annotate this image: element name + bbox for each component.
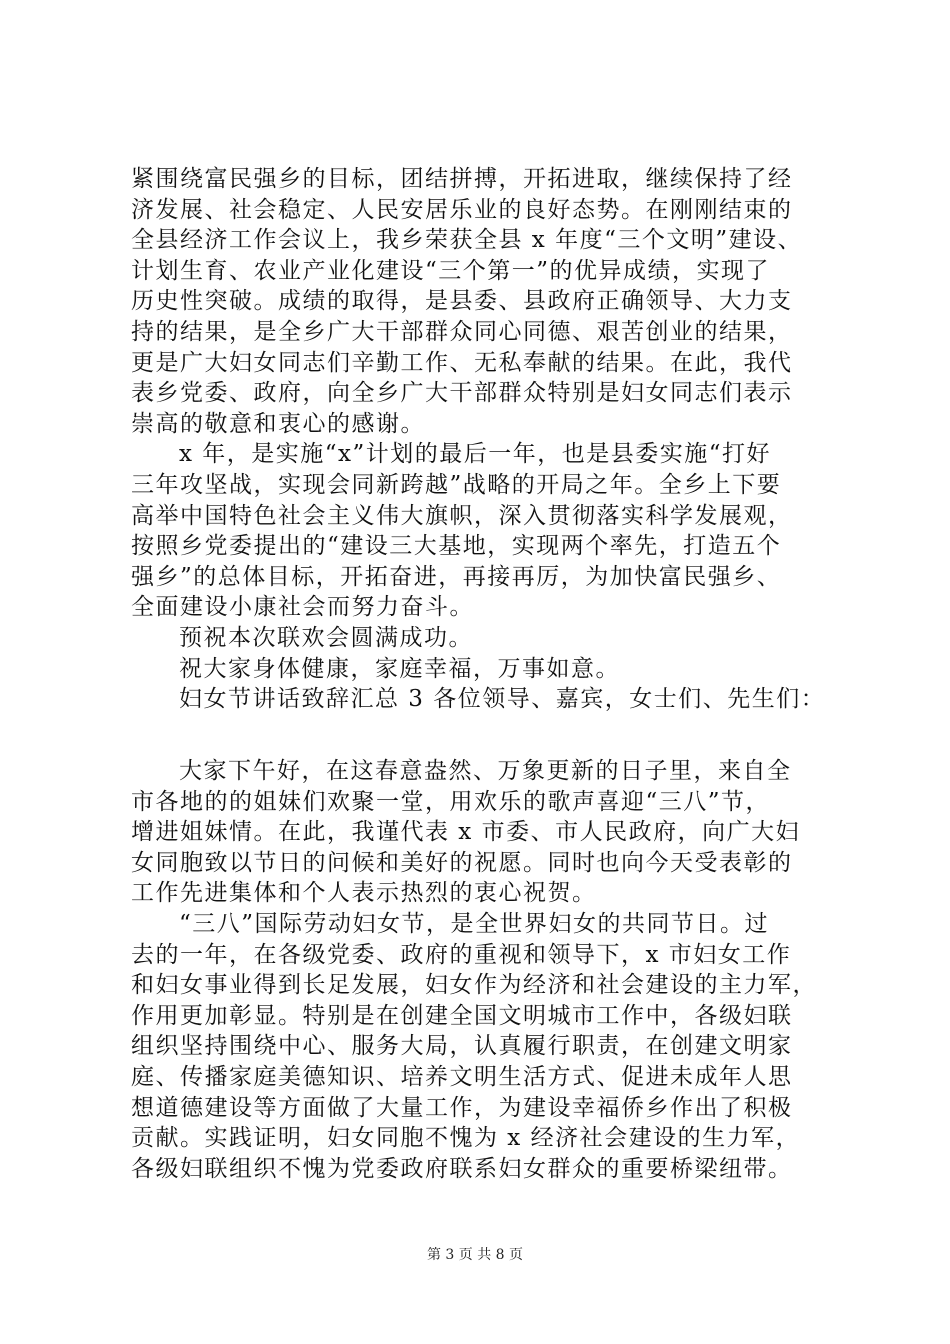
paragraph-line: 计划生育、农业产业化建设“三个第一”的优异成绩，实现了 <box>131 257 771 284</box>
paragraph-line: “三八”国际劳动妇女节，是全世界妇女的共同节日。过 <box>179 910 770 937</box>
section-heading: 妇女节讲话致辞汇总 3 各位领导、嘉宾，女士们、先生们： <box>179 686 826 713</box>
paragraph-line: 强乡”的总体目标，开拓奋进，再接再厉，为加快富民强乡、 <box>131 563 782 590</box>
paragraph-3 <box>131 756 831 909</box>
wish-line-1: 预祝本次联欢会圆满成功。 <box>179 624 473 651</box>
paragraph-line: 表乡党委、政府，向全乡广大干部群众特别是妇女同志们表示 <box>131 380 793 407</box>
paragraph-line: 组织坚持围绕中心、服务大局，认真履行职责，在创建文明家 <box>131 1033 793 1060</box>
paragraph-1 <box>131 164 831 439</box>
paragraph-line: 紧围绕富民强乡的目标，团结拼搏，开拓进取，继续保持了经 <box>131 166 793 192</box>
paragraph-line: 全县经济工作会议上，我乡荣获全县 x 年度“三个文明”建设、 <box>131 227 803 254</box>
paragraph-line: 市各地的的姐妹们欢聚一堂，用欢乐的歌声喜迎“三八”节， <box>131 788 771 815</box>
body-text-bottom <box>131 756 831 1184</box>
paragraph-line: 和妇女事业得到长足发展，妇女作为经济和社会建设的主力军， <box>131 972 817 999</box>
paragraph-2 <box>131 439 831 623</box>
paragraph-line: 女同胞致以节日的问候和美好的祝愿。同时也向今天受表彰的 <box>131 849 793 876</box>
paragraph-line: 济发展、社会稳定、人民安居乐业的良好态势。在刚刚结束的 <box>131 196 793 223</box>
paragraph-line: 更是广大妇女同志们辛勤工作、无私奉献的结果。在此，我代 <box>131 349 793 376</box>
paragraph-line: 大家下午好，在这春意盎然、万象更新的日子里，来自全 <box>179 758 792 784</box>
paragraph-line: 全面建设小康社会而努力奋斗。 <box>131 594 474 621</box>
paragraph-line: 增进姐妹情。在此，我谨代表 x 市委、市人民政府，向广大妇 <box>131 819 801 846</box>
wish-line-2: 祝大家身体健康，家庭幸福，万事如意。 <box>179 655 620 682</box>
paragraph-line: 持的结果，是全乡广大干部群众同心同德、艰苦创业的结果， <box>131 318 793 345</box>
paragraph-line: 三年攻坚战，实现会同新跨越”战略的开局之年。全乡上下要 <box>131 471 782 498</box>
page-number-footer: 第 3 页 共 8 页 <box>426 1247 524 1263</box>
paragraph-line: 去的一年，在各级党委、政府的重视和领导下，x 市妇女工作 <box>131 941 792 968</box>
paragraph-line: 作用更加彰显。特别是在创建全国文明城市工作中，各级妇联 <box>131 1002 793 1029</box>
paragraph-line: 崇高的敬意和衷心的感谢。 <box>131 410 425 437</box>
paragraph-line: 想道德建设等方面做了大量工作，为建设幸福侨乡作出了积极 <box>131 1094 793 1121</box>
paragraph-line: 庭、传播家庭美德知识、培养文明生活方式、促进未成年人思 <box>131 1063 793 1090</box>
paragraph-line: x 年，是实施“x”计划的最后一年，也是县委实施“打好 <box>179 441 772 468</box>
paragraph-line: 各级妇联组织不愧为党委政府联系妇女群众的重要桥梁纽带。 <box>131 1155 793 1182</box>
paragraph-line: 高举中国特色社会主义伟大旗帜，深入贯彻落实科学发展观， <box>131 502 793 529</box>
paragraph-line: 历史性突破。成绩的取得，是县委、县政府正确领导、大力支 <box>131 288 793 315</box>
paragraph-line: 工作先进集体和个人表示热烈的衷心祝贺。 <box>131 880 597 907</box>
paragraph-4 <box>131 909 831 1184</box>
body-text-top <box>131 164 831 715</box>
paragraph-line: 贡献。实践证明，妇女同胞不愧为 x 经济社会建设的生力军， <box>131 1125 801 1152</box>
paragraph-line: 按照乡党委提出的“建设三大基地，实现两个率先，打造五个 <box>131 533 782 560</box>
